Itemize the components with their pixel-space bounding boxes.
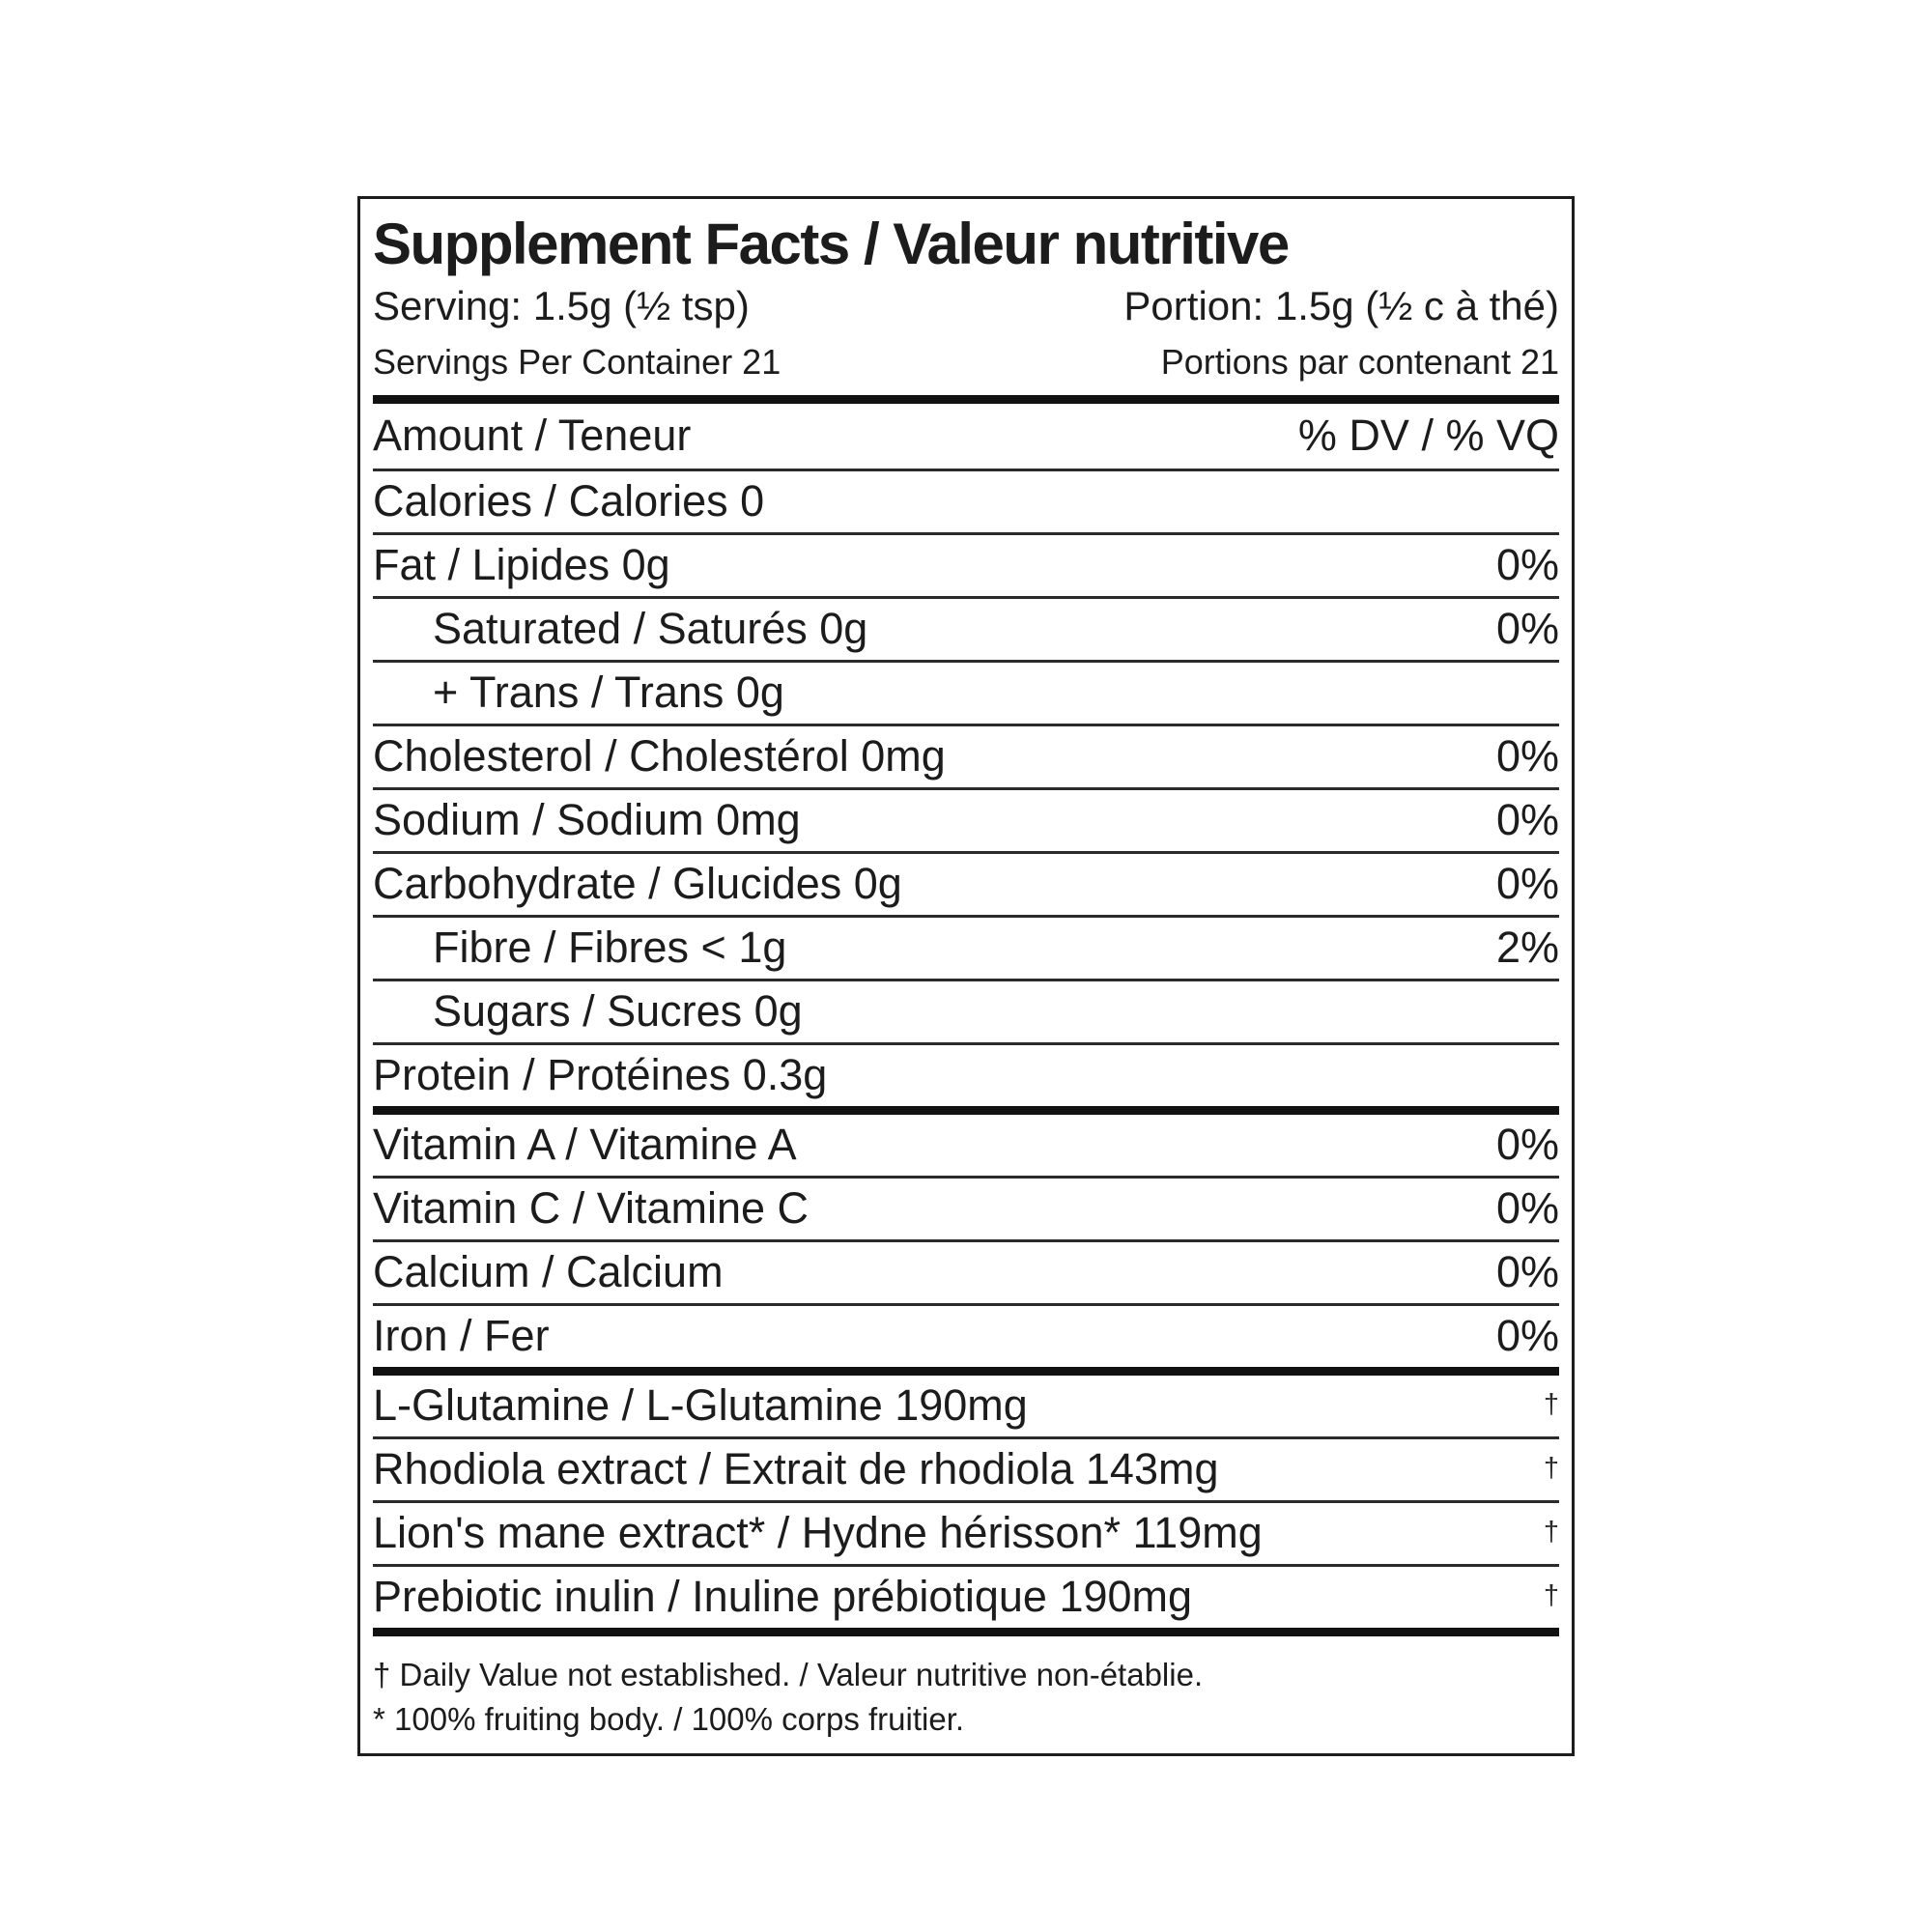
table-row bbox=[373, 1179, 1559, 1242]
nutrient-label: Sugars / Sucres 0g bbox=[433, 986, 803, 1037]
facts-rows bbox=[373, 471, 1559, 1636]
footnote-daily-value: † Daily Value not established. / Valeur nutritive non-établie. bbox=[373, 1656, 1204, 1692]
serving-size-line bbox=[373, 281, 1559, 332]
facts-table bbox=[373, 404, 1559, 1636]
nutrient-label: Fat / Lipides 0g bbox=[373, 540, 670, 590]
nutrient-daily-value: 0% bbox=[1495, 1247, 1559, 1297]
footnotes bbox=[373, 1636, 1559, 1754]
nutrient-label: Lion's mane extract* / Hydne hérisson* 119mg bbox=[373, 1508, 1263, 1558]
table-row bbox=[373, 663, 1559, 726]
nutrient-label: Iron / Fer bbox=[373, 1311, 550, 1361]
thick-separator bbox=[373, 1106, 1559, 1115]
nutrient-label: Sodium / Sodium 0mg bbox=[373, 795, 801, 845]
servings-per-container-fr: Portions par contenant 21 bbox=[1160, 341, 1559, 382]
nutrient-daily-value: 0% bbox=[1495, 795, 1559, 845]
nutrient-daily-value: † bbox=[1543, 1453, 1559, 1485]
nutrient-label: Cholesterol / Cholestérol 0mg bbox=[373, 731, 946, 781]
table-header-row bbox=[373, 404, 1559, 471]
table-row bbox=[373, 1045, 1559, 1106]
table-row bbox=[373, 1503, 1559, 1567]
label-title: Supplement Facts / Valeur nutritive bbox=[373, 212, 1289, 276]
nutrient-label: Protein / Protéines 0.3g bbox=[373, 1050, 828, 1100]
nutrient-label: Vitamin C / Vitamine C bbox=[373, 1183, 810, 1234]
table-row bbox=[373, 1376, 1559, 1439]
nutrient-daily-value: 0% bbox=[1495, 1311, 1559, 1361]
thick-separator bbox=[373, 395, 1559, 404]
table-row bbox=[373, 854, 1559, 918]
table-row bbox=[373, 1306, 1559, 1367]
nutrient-label: Calcium / Calcium bbox=[373, 1247, 724, 1297]
table-row bbox=[373, 790, 1559, 854]
table-row bbox=[373, 1242, 1559, 1306]
nutrient-daily-value: 0% bbox=[1495, 1183, 1559, 1234]
nutrient-label: + Trans / Trans 0g bbox=[433, 668, 784, 718]
footnote-fruiting-body: * 100% fruiting body. / 100% corps fruitier. bbox=[373, 1701, 965, 1738]
servings-per-container-line bbox=[373, 340, 1559, 384]
nutrient-label: L-Glutamine / L-Glutamine 190mg bbox=[373, 1380, 1028, 1431]
thick-separator bbox=[373, 1367, 1559, 1376]
servings-per-container-en: Servings Per Container 21 bbox=[373, 341, 781, 382]
nutrient-daily-value: † bbox=[1543, 1517, 1559, 1548]
supplement-facts-label bbox=[357, 196, 1575, 1756]
nutrient-label: Rhodiola extract / Extrait de rhodiola 143mg bbox=[373, 1444, 1219, 1494]
nutrient-label: Calories / Calories 0 bbox=[373, 476, 765, 526]
nutrient-daily-value: † bbox=[1543, 1580, 1559, 1612]
nutrient-daily-value: 0% bbox=[1495, 604, 1559, 654]
nutrient-daily-value: † bbox=[1543, 1389, 1559, 1421]
thick-separator bbox=[373, 1628, 1559, 1636]
nutrient-daily-value: 0% bbox=[1495, 731, 1559, 781]
table-row bbox=[373, 981, 1559, 1045]
nutrient-label: Prebiotic inulin / Inuline prébiotique 190mg bbox=[373, 1572, 1193, 1622]
nutrient-daily-value: 2% bbox=[1495, 923, 1559, 973]
table-row bbox=[373, 1115, 1559, 1179]
amount-header: Amount / Teneur bbox=[373, 411, 692, 461]
table-row bbox=[373, 1567, 1559, 1628]
table-row bbox=[373, 471, 1559, 535]
table-row bbox=[373, 918, 1559, 981]
nutrient-label: Vitamin A / Vitamine A bbox=[373, 1120, 797, 1170]
serving-size-fr: Portion: 1.5g (½ c à thé) bbox=[1123, 283, 1559, 328]
daily-value-header: % DV / % VQ bbox=[1297, 411, 1559, 461]
nutrient-label: Saturated / Saturés 0g bbox=[433, 604, 868, 654]
table-row bbox=[373, 535, 1559, 599]
table-row bbox=[373, 599, 1559, 663]
serving-size-en: Serving: 1.5g (½ tsp) bbox=[373, 283, 750, 328]
nutrient-label: Carbohydrate / Glucides 0g bbox=[373, 859, 902, 909]
nutrient-daily-value: 0% bbox=[1495, 859, 1559, 909]
nutrient-label: Fibre / Fibres < 1g bbox=[433, 923, 787, 973]
table-row bbox=[373, 726, 1559, 790]
nutrient-daily-value: 0% bbox=[1495, 1120, 1559, 1170]
table-row bbox=[373, 1439, 1559, 1503]
nutrient-daily-value: 0% bbox=[1495, 540, 1559, 590]
